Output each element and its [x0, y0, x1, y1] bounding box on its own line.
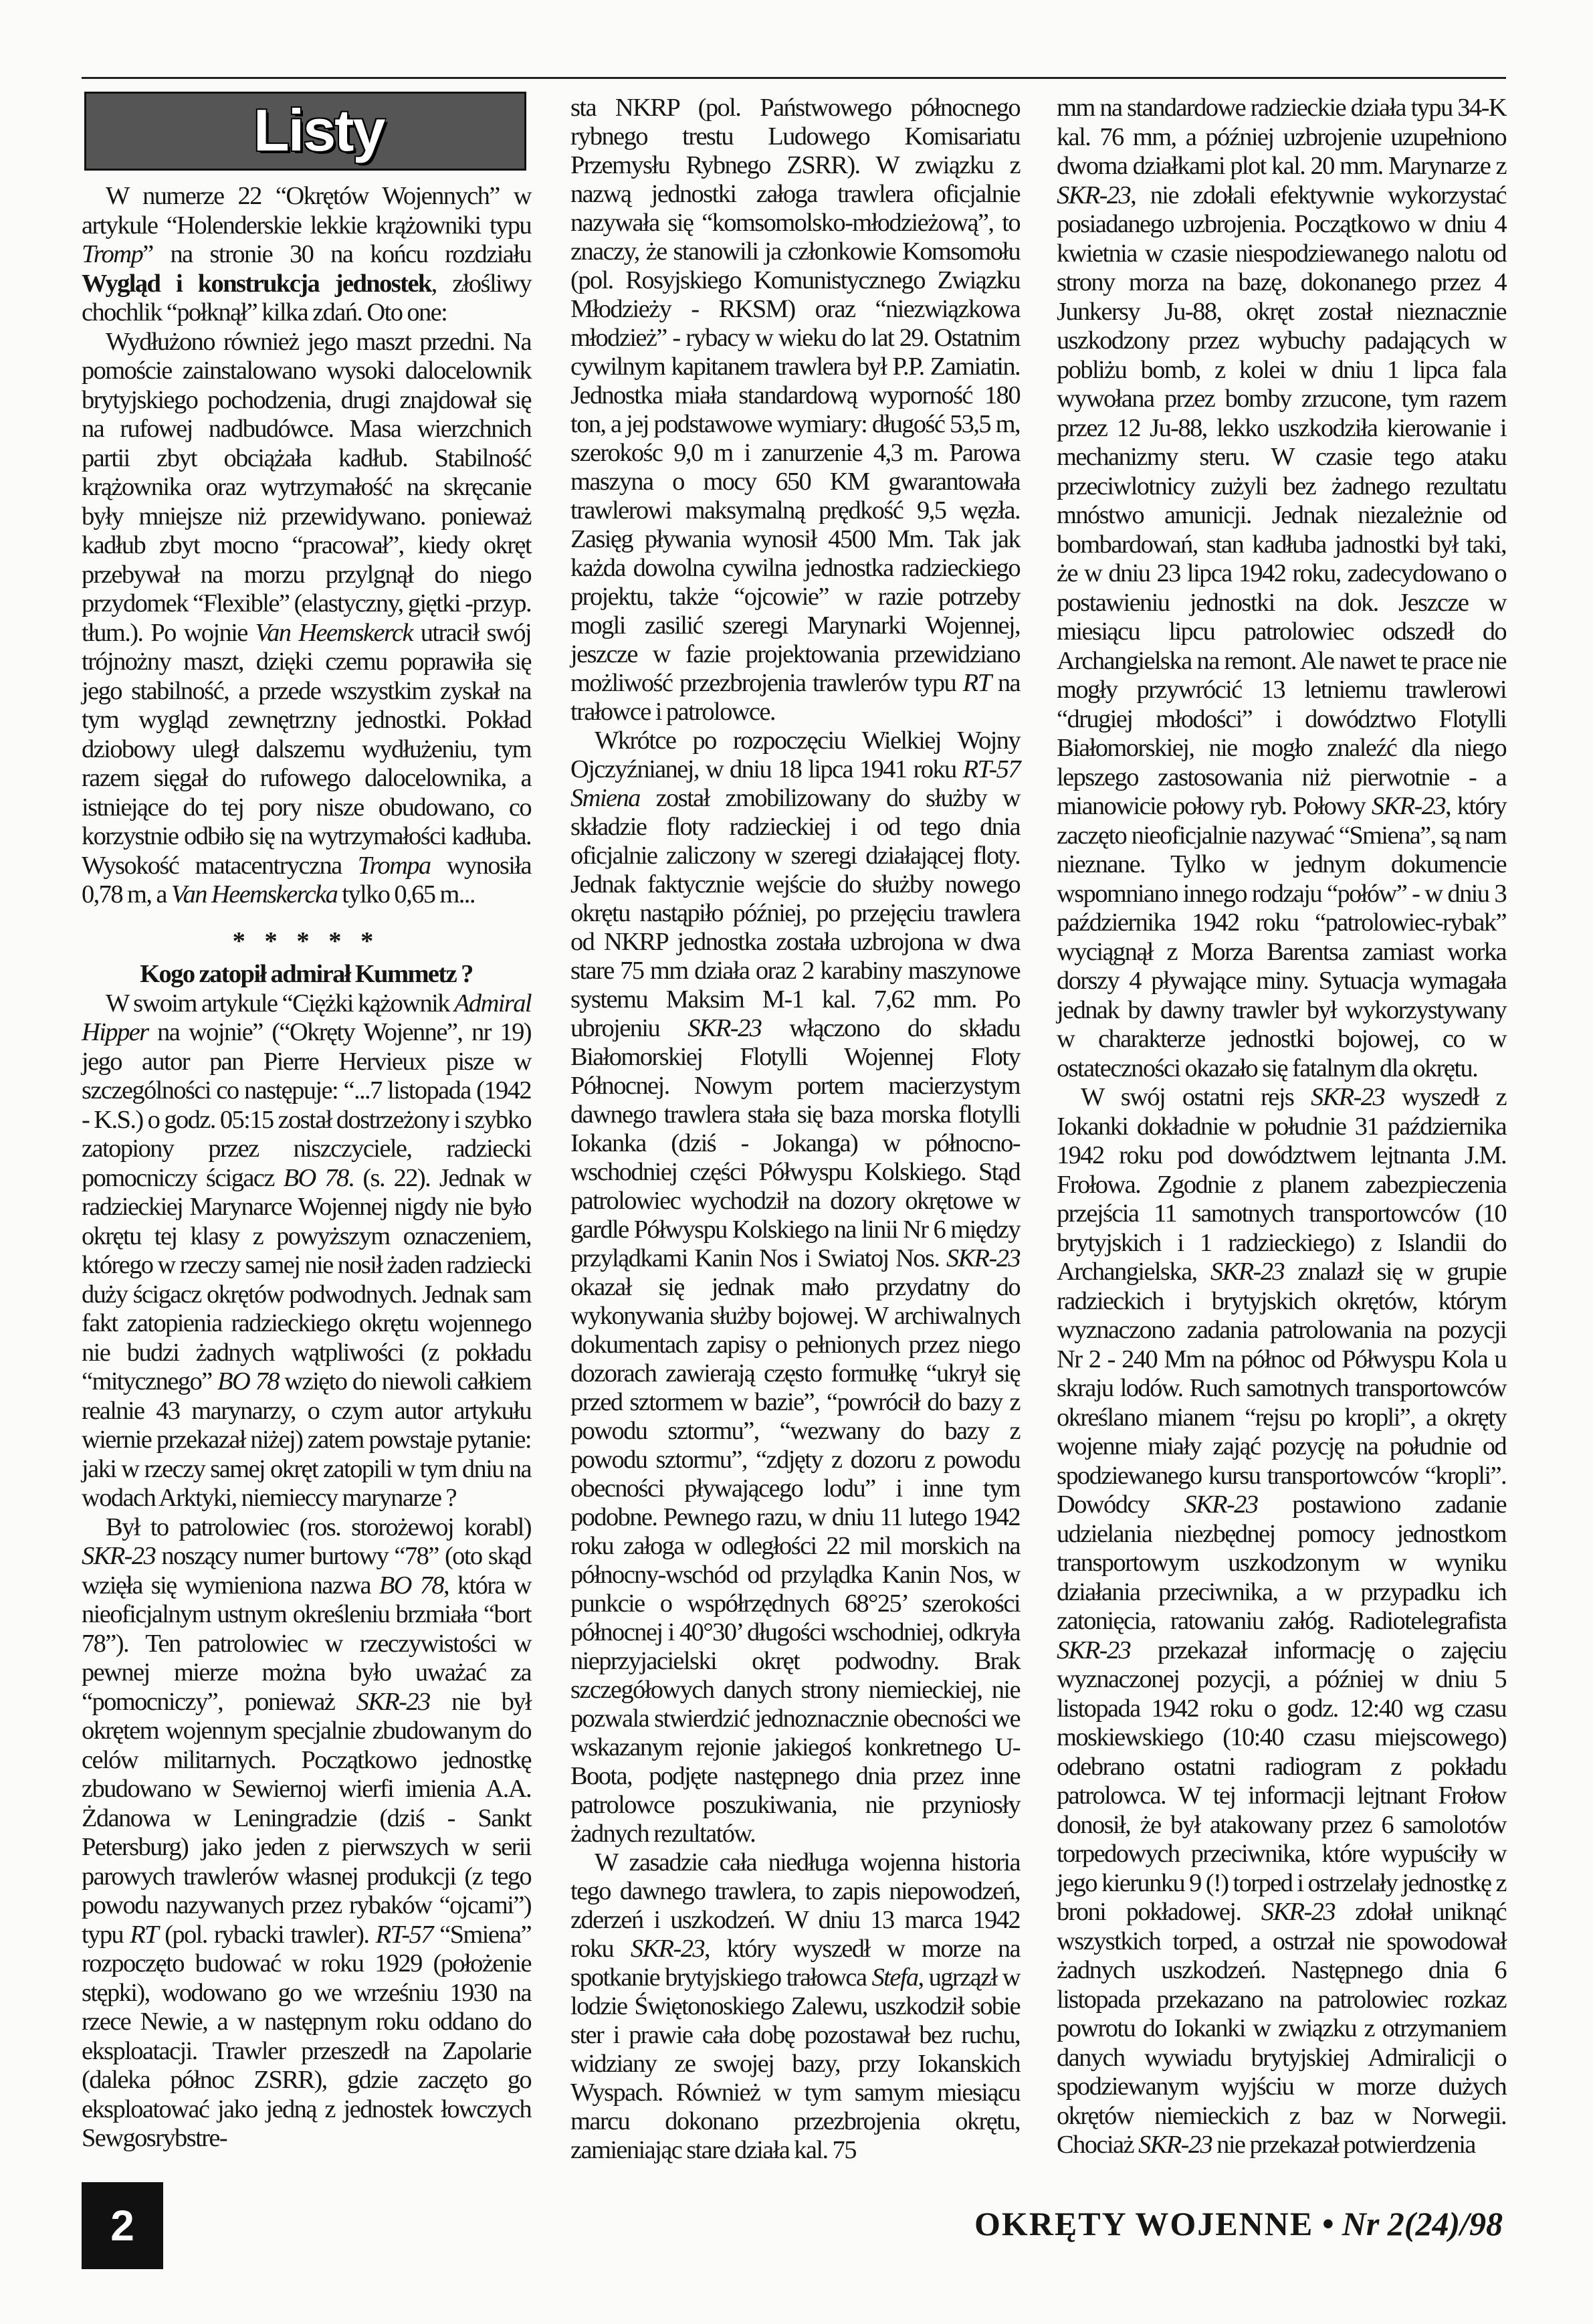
paragraph — [82, 989, 531, 1513]
text-run: (pol. rybacki trawler). — [157, 1920, 376, 1949]
text-run: , który wyszedł w morze na spotkanie brytyjskiego trałowca — [570, 1935, 1020, 1992]
text-run: wzięto do niewoli całkiem realnie 43 marynarzy, o czym autor artykułu wiernie przekazał niżej) zatem powstaje pytanie: jaki w rzeczy samej okręt zatopili w tym dniu na wodach Arktyki, niemieccy marynarze ? — [82, 1367, 532, 1512]
text-run: Był to patrolowiec (ros. storożewoj korabl) — [106, 1513, 531, 1541]
italic-text: Admiral Hipper — [82, 989, 531, 1046]
italic-text: SKR-23 — [1210, 1258, 1285, 1286]
article-heading: Kogo zatopił admirał Kummetz ? — [140, 960, 473, 988]
text-run: ” na stronie 30 na końcu rozdziału — [142, 240, 531, 268]
italic-text: SKR-23 — [630, 1935, 704, 1963]
text-run: , nie zdołali efektywnie wykorzystać posiadanego uzbrojenia. Początkowo w dniu 4 kwietnia w czasie niespodziewanego nalotu od strony morza na bazę, dokonanego przez 4 Junkersy Ju-88, okręt został nieznacznie uszkodzony przez wybuchy padających w pobliżu bomb, z kolei w dniu 1 lipca fala wywołana przez bomby zrzucone, tym razem przez 12 Ju-88, lekko uszkodziła kierowanie i mechanizmy steru. W czasie tego ataku przeciwlotnicy zużyli bez żadnego rezultatu mnóstwo amunicji. Jednak niezależnie od bombardowań, stan kadłuba jadnostki był taki, że w dniu 23 lipca 1942 roku, zadecydowano o postawieniu jednostki na dok. Jeszcze w miesiącu lipcu patrolowiec odszedł do Archangielska na remont. Ale nawet te prace nie mogły przywrócić 13 letniemu trawlerowi “drugiej młodości” i dowództwo Flotylli Białomorskiej, nie mogło znaleźć dla niego lepszego zastosowania niż pierwotnie - a mianowicie połowy ryb. Połowy — [1057, 181, 1506, 820]
paragraph — [1057, 1083, 1506, 2160]
italic-text: Stefa — [871, 1963, 918, 1992]
italic-text: SKR-23 — [1138, 2131, 1212, 2159]
text-run: sta NKRP (pol. Państwowego północnego rybnego trestu Ludowego Komisariatu Przemysłu Rybnego ZSRR). W związku z nazwą jednostki załoga trawlera oficjalnie nazywała się “komsomolsko-młodzieżową”, to znaczy, że stanowili ja członkowie Komsomołu (pol. Rosyjskiego Komunistycznego Związku Młodzieży - RKSM) oraz “niezwiązkowa młodzież” - rybacy w wieku do lat 29. Ostatnim cywilnym kapitanem trawlera był P.P. Zamiatin. Jednostka miała standardową wyporność 180 ton, a jej podstawowe wymiary: długość 53,5 m, szerokośc 9,0 m i zanurzenie 4,3 m. Parowa maszyna o mocy 650 KM gwarantowała trawlerowi maksymalną prędkość 9,5 węzła. Zasięg pływania wynosił 4500 Mm. Tak jak każda dowolna cywilna jednostka radzieckiego projektu, także “ojcowie” w razie potrzeby mogli zasilić szeregi Marynarki Wojennej, jeszcze w fazie projektowania przewidziano możliwość przezbrojenia trawlerów typu — [570, 94, 1020, 697]
text-run: W swoim artykule “Ciężki kążownik — [106, 989, 454, 1018]
text-run: tylko 0,65 m... — [337, 880, 475, 908]
text-run: W numerze 22 “Okrętów Wojennych” w artykule “Holenderskie lekkie krążowniki typu — [82, 182, 531, 239]
text-column-1 — [82, 182, 531, 2153]
text-run: na trałowce i patrolowce. — [570, 669, 1020, 726]
italic-text: Van Heemskerck — [255, 618, 413, 647]
text-run: nie był okrętem wojennym specjalnie zbudowanym do celów militarnych. Początkowo jednostkę zbudowano w Sewiernoj wierfi imienia A.A. Żdanowa w Leningradzie (dziś - Sankt Petersburg) jako jeden z pierwszych w serii parowych trawlerów własnej produkcji (z tego powodu nazywanych przez rybaków “ojcami”) typu — [82, 1687, 531, 1949]
text-run: , która w nieoficjalnym ustnym określeniu brzmiała “bort 78”). Ten patrolowiec w rzeczywistości w pewnej mierze można było uważać za “pomocniczy”, ponieważ — [82, 1571, 531, 1716]
italic-text: RT — [962, 669, 991, 697]
text-run: włączono do składu Białomorskiej Flotylli Wojennej Floty Północnej. Nowym portem macierzystym dawnego trawlera stała się baza morska flotylli Iokanka (dziś - Jokanga) w północno-wschodniej części Półwyspu Kolskiego. Stąd patrolowiec wychodził na dozory okrętowe w gardle Półwyspu Kolskiego na linii Nr 6 między przylądkami Kanin Nos i Swiatoj Nos. — [570, 1014, 1020, 1272]
italic-text: Tromp — [82, 240, 143, 268]
text-run: na wojnie” (“Okręty Wojenne”, nr 19) jego autor pan Pierre Hervieux pisze w szczególności co następuje: “...7 listopada (1942 - K.S.) o godz. 05:15 został dostrzeżony i szybko zatopiony przez niszczyciele, radziecki pomocniczy ścigacz — [82, 1018, 531, 1192]
italic-text: RT — [130, 1920, 158, 1949]
text-column-3 — [1057, 94, 1506, 2160]
text-run: W zasadzie cała niedługa wojenna historia tego dawnego trawlera, to zapis niepowodzeń, zderzeń i uszkodzeń. W dniu 13 marca 1942 roku — [570, 1848, 1020, 1963]
section-separator: * * * * * — [232, 927, 381, 955]
text-run: “Smiena” rozpoczęto budować w roku 1929 (położenie stępki), wodowano go we wrześniu 1930 na rzece Newie, a w następnym roku oddano do eksploatacji. Trawler przeszedł na Zapolarie (daleka północ ZSRR), gdzie zaczęto go eksploatować jako jedną z jednostek łowczych Sewgosrybstre- — [82, 1920, 531, 2152]
text-run: postawiono zadanie udzielania niezbędnej pomocy jednostkom transportowym uszkodzonym w wyniku działania przeciwnika, a w przypadku ich zatonięcia, ratowaniu załóg. Radiotelegrafista — [1057, 1490, 1506, 1635]
italic-text: SKR-23 — [1184, 1490, 1258, 1519]
text-run: noszący numer burtowy “78” (oto skąd wzięła się wymieniona nazwa — [82, 1542, 531, 1600]
text-run: mm na standardowe radzieckie działa typu 34-K kal. 76 mm, a później uzbrojenie uzupełniono dwoma działkami plot kal. 20 mm. Marynarze z — [1057, 94, 1506, 180]
paragraph — [570, 94, 1020, 727]
paragraph — [82, 1513, 531, 2153]
italic-text: SKR-23 — [1261, 1898, 1335, 1926]
text-run: okazał się jednak mało przydatny do wykonywania służby bojowej. W archiwalnych dokumentach zapisy o pełnionych przez niego dozorach zawierają często formułkę “ukrył się przed sztormem w bazie”, “powrócił do bazy z powodu sztormu”, “wezwany do bazy z powodu sztormu”, “zdjęty z dozoru z powodu obecności pływającego lodu” i inne tym podobne. Pewnego razu, w dniu 11 lutego 1942 roku załoga w odległości 22 mil morskich na północny-wschód od przylądka Kanin Nos, w punkcie o współrzędnych 68°25’ szerokości północnej i 40°30’ długości wschodniej, odkryła nieprzyjacielski okręt podwodny. Brak szczegółowych danych strony niemieckiej, nie pozwala stwierdzić jednoznacznie obecności we wskazanym rejonie jakiegoś konkretnego U-Boota, podjęte następnego dnia przez inne patrolowce poszukiwania, nie przyniosły żadnych rezultatów. — [570, 1273, 1020, 1848]
page-number: 2 — [82, 2182, 163, 2269]
italic-text: SKR-23 — [356, 1687, 430, 1716]
paragraph — [82, 182, 531, 328]
text-run: , który zaczęto nieoficjalnie nazywać “Smiena”, są nam nieznane. Tylko w jednym dokumencie wspomniano innego rodzaju “połów” - w dniu 3 października 1942 roku “patrolowiec-rybak” wyciągnął z Morza Barentsa zamiast worka dorszy 4 pływające miny. Sytuacja wymagała jednak by dawny trawler był wykorzystywany w charakterze jednostki bojowej, co w ostateczności okazało się fatalnym dla okrętu. — [1057, 792, 1506, 1082]
section-title: Listy — [253, 97, 385, 163]
issue-number: Nr 2(24)/98 — [1342, 2205, 1503, 2242]
top-rule — [82, 77, 1506, 79]
paragraph — [1057, 94, 1506, 1083]
text-run: nie przekazał potwierdzenia — [1212, 2131, 1475, 2159]
italic-text: Trompa — [357, 851, 431, 880]
italic-text: BO 78 — [283, 1163, 348, 1192]
text-run: został zmobilizowany do służby w składzie floty radzieckiej i od tego dnia oficjalnie zaliczony w szeregi działającej floty. Jednak faktycznie wejście do służby nowego okrętu nastąpiło później, po przejęciu trawlera od NKRP jednostka została uzbrojona w dwa stare 75 mm działa oraz 2 karabiny maszynowe systemu Maksim M-1 kal. 7,62 mm. Po ubrojeniu — [570, 784, 1020, 1042]
italic-text: SKR-23 — [1057, 1636, 1131, 1664]
text-run: znalazł się w grupie radzieckich i brytyjskich okrętów, którym wyznaczono zadania patrolowania na pozycji Nr 2 - 240 Mm na północ od Półwyspu Kola u skraju lodów. Ruch samotnych transportowców określano mianem “rejsu po kropli”, a okręty wojenne miały zająć pozycję na południe od spodziewanego kursu transportowców “kropli”. Dowódcy — [1057, 1258, 1506, 1519]
italic-text: Van Heemskercka — [171, 880, 338, 908]
italic-text: SKR-23 — [1310, 1083, 1385, 1111]
text-run: . (s. 22). Jednak w radzieckiej Marynarce Wojennej nigdy nie było okrętu tej klasy z powyższym oznaczeniem, którego w rzeczy samej nie nosił żaden radziecki duży ścigacz okrętów podwodnych. Jednak sam fakt zatopienia radzieckiego okrętu wojennego nie budzi żadnych wątpliwości (z pokładu “mitycznego” — [82, 1163, 532, 1395]
footer — [974, 2204, 1503, 2243]
text-run: wynosiła 0,78 m, a — [82, 851, 531, 908]
text-run: , ugrzązł w lodzie Świętonoskiego Zalewu, uszkodził sobie ster i prawie cała dobę pozostawał bez ruchu, widziany ze swojej bazy, przy Iokanskich Wyspach. Również w tym samym miesiącu marcu dokonano przezbrojenia okrętu, zamieniając stare działa kal. 75 — [570, 1963, 1020, 2164]
paragraph — [570, 1848, 1020, 2165]
italic-text: BO 78 — [217, 1367, 279, 1395]
section-header-box — [84, 92, 526, 171]
text-run: wyszedł z Iokanki dokładnie w południe 31 października 1942 roku pod dowództwem lejtnanta J.M. Frołowa. Zgodnie z planem zabezpieczenia przejścia 11 samotnych transportowców (10 brytyjskich i 1 radzieckiego) z Islandii do Archangielska, — [1057, 1083, 1507, 1286]
italic-text: SKR-23 — [1371, 792, 1446, 820]
text-run: zdołał uniknąć wszystkich torped, a ostrzał nie spowodował żadnych uszkodzeń. Następnego dnia 6 listopada przekazano na patrolowiec rozkaz powrotu do Iokanki w związku z otrzymaniem danych wywiadu brytyjskiej Admiralicji o spodziewanym wyjściu w morze dużych okrętów niemieckich z baz w Norwegii. Chociaż — [1057, 1898, 1506, 2159]
paragraph — [570, 727, 1020, 1848]
italic-text: SKR-23 — [946, 1244, 1020, 1272]
italic-text: BO 78 — [379, 1571, 444, 1600]
text-column-2 — [570, 94, 1020, 2165]
text-run: , złośliwy chochlik “połknął” kilka zdań. Oto one: — [82, 269, 531, 326]
text-run: utracił swój trójnożny maszt, dzięki czemu poprawiła się jego stabilność, a przede wszystkim zyskał na tym wygląd zewnętrzny jednostki. Pokład dziobowy uległ dalszemu wydłużeniu, tym razem sięgał do rufowego dalocelownika, a istniejące do tej pory nisze obudowano, co korzystnie odbiło się na wytrzymałości kadłuba. Wysokość matacentryczna — [82, 618, 531, 880]
bold-text: Wygląd i konstrukcja jednostek — [82, 269, 431, 298]
paragraph — [82, 328, 531, 910]
text-run: Wydłużono również jego maszt przedni. Na pomoście zainstalowano wysoki dalocelownik brytyjskiego pochodzenia, drugi znajdował się na rufowej nadbudówce. Masa wierzchnich partii zbyt obciążała kadłub. Stabilność krążownika oraz wytrzymałość na skręcanie były mniejsze niż przewidywano. ponieważ kadłub zbyt mocno “pracował”, kiedy okręt przebywał na morzu przylgnął do niego przydomek “Flexible” (elastyczny, giętki -przyp. tłum.). Po wojnie — [82, 327, 531, 647]
italic-text: SKR-23 — [82, 1542, 156, 1570]
footer-bullet: • — [1321, 2205, 1334, 2242]
italic-text: SKR-23 — [1057, 181, 1131, 209]
text-run: przekazał informację o zajęciu wyznaczonej pozycji, a później w dniu 5 listopada 1942 roku o godz. 12:40 wg czasu moskiewskiego (10:40 czasu miejscowego) odebrano ostatni radiogram z pokładu patrolowca. W tej informacji lejtnant Frołow donosił, że był atakowany przez 6 samolotów torpedowych przeciwnika, które wypuściły w jego kierunku 9 (!) torped i ostrzelały jednostkę z broni pokładowej. — [1057, 1636, 1506, 1926]
text-run: Wkrótce po rozpoczęciu Wielkiej Wojny Ojczyźnianej, w dniu 18 lipca 1941 roku — [570, 727, 1020, 783]
magazine-name: OKRĘTY WOJENNE — [974, 2205, 1314, 2242]
italic-text: RT-57 Smiena — [570, 755, 1020, 812]
text-run: W swój ostatni rejs — [1081, 1083, 1311, 1111]
italic-text: RT-57 — [375, 1920, 433, 1949]
italic-text: SKR-23 — [687, 1014, 762, 1042]
